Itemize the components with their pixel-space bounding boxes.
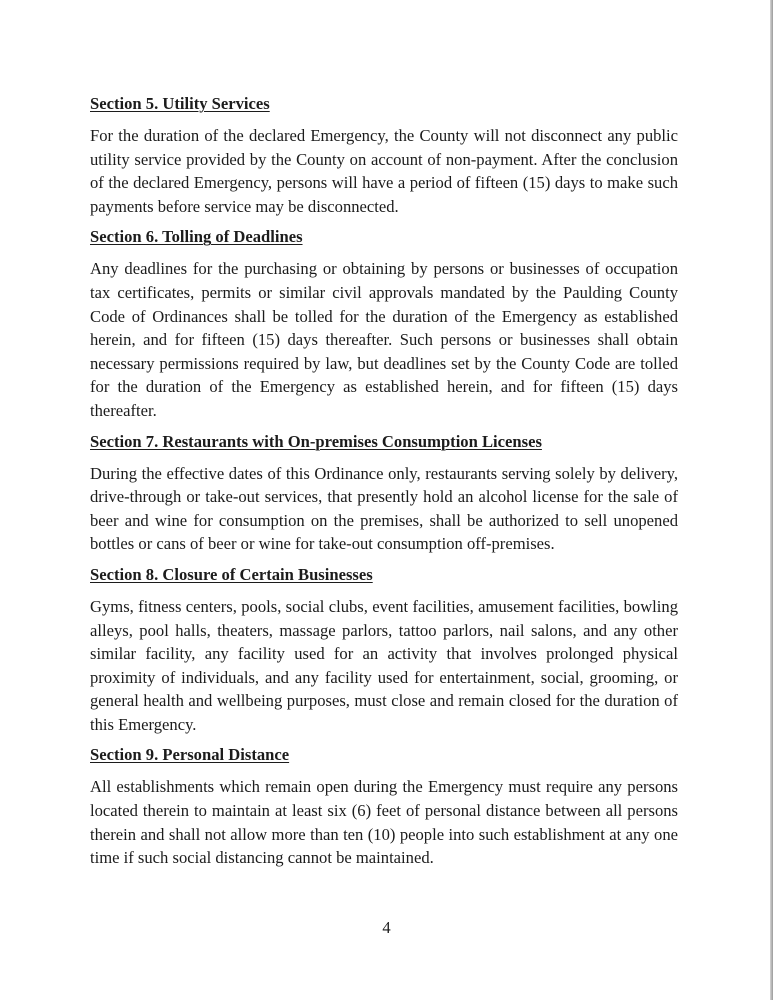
page-number: 4 (382, 918, 391, 937)
section-heading: Section 5. Utility Services (90, 94, 270, 113)
section-heading: Section 9. Personal Distance (90, 745, 290, 765)
document-page (90, 94, 678, 879)
section-heading: Section 8. Closure of Certain Businesses (90, 564, 373, 584)
section-personal-distance (90, 745, 678, 869)
section-restaurants (90, 432, 678, 556)
section-heading: Section 6. Tolling of Deadlines (90, 227, 303, 247)
section-body: Gyms, fitness centers, pools, social clubs, event facilities, amusement facilities, bowling alleys, pool halls, theaters, massage parlors, tattoo parlors, nail salons, and any other similar facility, any facility used for an activity that involves prolonged physical proximity of individuals, and any facility used for entertainment, social, grooming, or general health and wellbeing purposes, must close and remain closed for the duration of this Emergency. (90, 596, 678, 734)
section-tolling-of-deadlines (90, 227, 678, 422)
section-heading: Section 7. Restaurants with On-premises Consumption Licenses (90, 431, 542, 451)
section-body: During the effective dates of this Ordinance only, restaurants serving solely by delivery, drive-through or take-out services, that presently hold an alcohol license for the sale of beer and wine for consumption on the premises, shall be authorized to sell unopened bottles or cans of beer or wine for take-out consumption off-premises. (90, 463, 678, 554)
section-closure-of-businesses (90, 565, 678, 737)
section-body: Any deadlines for the purchasing or obtaining by persons or businesses of occupation tax certificates, permits or similar civil approvals mandated by the Paulding County Code of Ordinances shall be tolled for the duration of the Emergency as established herein, and for fifteen (15) days thereafter. Such persons or businesses shall obtain necessary permissions required by law, but deadlines set by the County Code are tolled for the duration of the Emergency as established herein, and for fifteen (15) days thereafter. (90, 259, 678, 420)
section-utility-services (90, 94, 678, 218)
section-body: All establishments which remain open during the Emergency must require any persons located therein to maintain at least six (6) feet of personal distance between all persons therein and shall not allow more than ten (10) people into such establishment at any one time if such social distancing cannot be maintained. (90, 777, 678, 868)
section-body: For the duration of the declared Emergency, the County will not disconnect any public utility service provided by the County on account of non-payment. After the conclusion of the declared Emergency, persons will have a period of fifteen (15) days to make such payments before service may be disconnected. (90, 126, 678, 216)
